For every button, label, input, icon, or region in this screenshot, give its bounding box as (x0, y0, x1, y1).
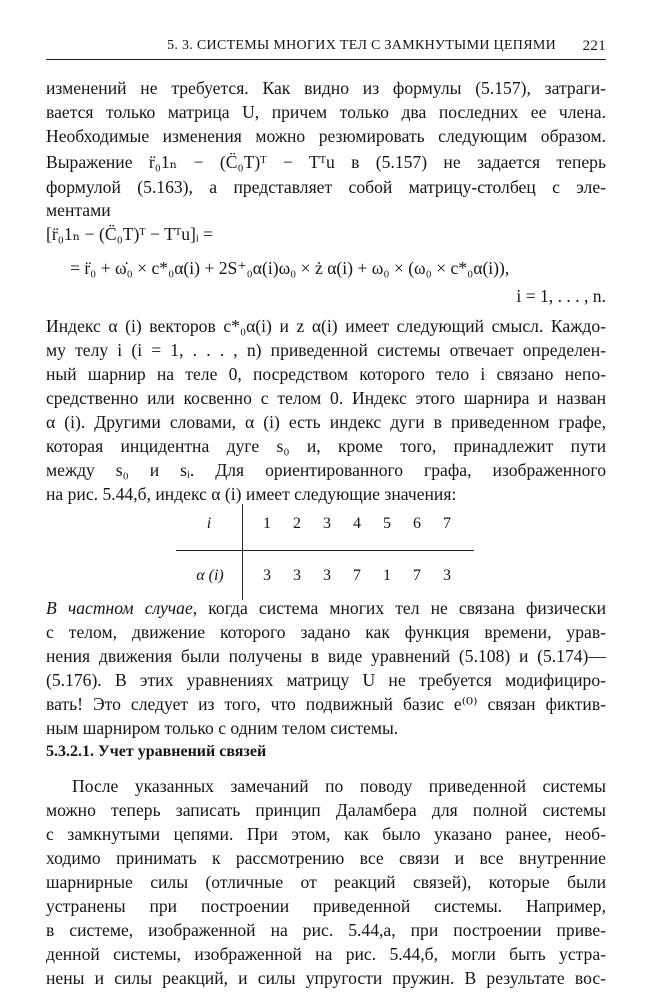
text-line: Необходимые изменения можно резюмировать следующим образом. (46, 126, 606, 146)
text-line: средственно или косвенно с телом 0. Индекс этого шарнира и назван (46, 388, 606, 408)
table-cell: 3 (443, 567, 451, 584)
table-row-label: α (i) (196, 567, 224, 584)
table-cell: 7 (413, 567, 421, 584)
text-line: После указанных замечаний по поводу приведенной системы (72, 776, 606, 796)
text-line: которая инцидентна дуге s₀ и, кроме того, принадлежит пути (46, 436, 606, 456)
text-line: Индекс α (i) векторов c*₀α(i) и z α(i) имеет следующий смысл. Каждо- (46, 316, 606, 336)
section-heading: 5.3.2.1. Учет уравнений связей (46, 743, 267, 760)
text-span: , когда система многих тел не связана физически (192, 598, 606, 618)
table-cell: 1 (263, 515, 271, 532)
text-line: ным шарниром только с одним телом системы. (46, 718, 399, 738)
table-cell: 2 (293, 515, 301, 532)
text-line: ментами (46, 200, 111, 220)
table-cell: 3 (263, 567, 271, 584)
text-line: денной системы, изображенной на рис. 5.44,б, могли быть устра- (46, 944, 606, 964)
text-line: нения движения были получены в виде уравнений (5.108) и (5.174)— (46, 646, 606, 666)
table-cell: 7 (353, 567, 361, 584)
text-line: устранены при построении приведенной системы. Например, (46, 896, 606, 916)
formula-line: = r̈₀ + ω̇₀ × c*₀α(i) + 2S⁺₀α(i)ω₀ × ż α(i) + ω₀ × (ω₀ × c*₀α(i)), (70, 258, 510, 278)
text-line: между s₀ и sᵢ. Для ориентированного графа, изображенного (46, 460, 606, 480)
text-line: Выражение r̈₀1ₙ − (C̈₀T)ᵀ − Tᵀu в (5.157) не задается теперь (46, 152, 606, 172)
table-cell: 7 (443, 515, 451, 532)
text-line: вать! Это следует из того, что подвижный базис e⁽⁰⁾ связан фиктив- (46, 694, 606, 714)
text-line: можно теперь записать принцип Даламбера для полной системы (46, 800, 606, 820)
text-line: с замкнутыми цепями. При этом, как было указано ранее, необ- (46, 824, 606, 844)
header-rule (46, 59, 606, 60)
text-line: α (i). Другими словами, α (i) есть индекс дуги в приведенном графе, (46, 412, 606, 432)
table-cell: 5 (383, 515, 391, 532)
text-line: шарнирные силы (отличные от реакций связей), которые были (46, 872, 606, 892)
text-line: ходимо принимать к рассмотрению все связи и все внутренние (46, 848, 606, 868)
text-line: (5.176). В этих уравнениях матрицу U не требуется модифициро- (46, 670, 606, 690)
table-cell: 6 (413, 515, 421, 532)
table-cell: 4 (353, 515, 361, 532)
running-title: 5. 3. СИСТЕМЫ МНОГИХ ТЕЛ С ЗАМКНУТЫМИ ЦЕПЯМИ (167, 38, 556, 53)
table-vertical-rule (242, 504, 243, 600)
formula-line: [r̈₀1ₙ − (C̈₀T)ᵀ − Tᵀu]ᵢ = (46, 224, 214, 244)
formula-line: i = 1, . . . , n. (516, 286, 606, 306)
text-line: му телу i (i = 1, . . . , n) приведенной системы отвечает определен- (46, 340, 606, 360)
table-cell: 3 (293, 567, 301, 584)
text-line: с телом, движение которого задано как функция времени, урав- (46, 622, 606, 642)
table-cell: 3 (323, 567, 331, 584)
text-line: в системе, изображенной на рис. 5.44,а, при построении приве- (46, 920, 606, 940)
table-horizontal-rule (176, 550, 474, 551)
text-line (46, 596, 606, 620)
text-line: формулой (5.163), а представляет собой матрицу-столбец с эле- (46, 177, 606, 197)
text-line: нены и силы реакций, и силы упругости пружин. В результате вос- (46, 968, 606, 988)
text-line: ный шарнир на теле 0, посредством которого тело i связано непо- (46, 364, 606, 384)
alpha-index-table (176, 504, 474, 602)
table-cell: 3 (323, 515, 331, 532)
text-line: на рис. 5.44,б, индекс α (i) имеет следующие значения: (46, 484, 457, 504)
table-cell: 1 (383, 567, 391, 584)
text-line: вается только матрица U, причем только два последних ее члена. (46, 102, 606, 122)
running-header (46, 34, 606, 60)
italic-lead: В частном случае (46, 598, 193, 618)
page-number: 221 (582, 38, 606, 54)
text-line: изменений не требуется. Как видно из формулы (5.157), затраги- (46, 78, 606, 98)
table-row-label: i (206, 515, 212, 532)
